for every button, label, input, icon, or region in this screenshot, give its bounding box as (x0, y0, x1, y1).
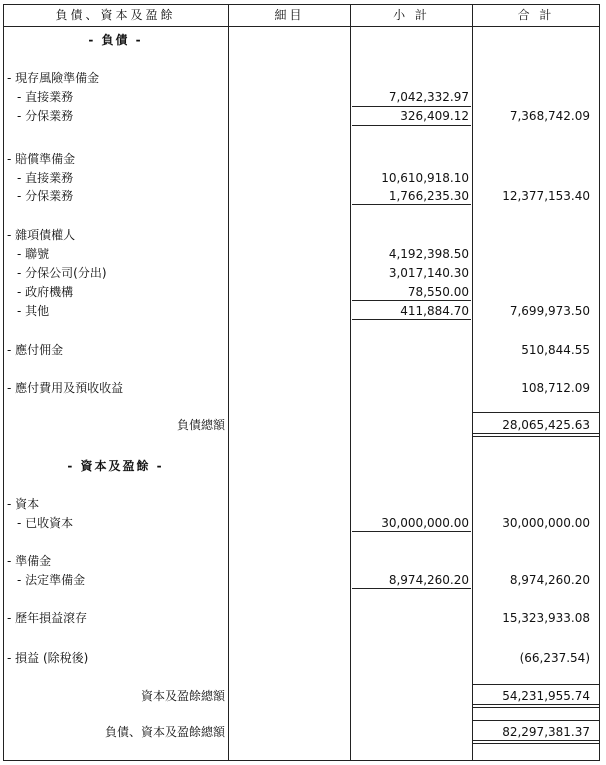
bottom-border (3, 760, 600, 761)
double-rule-grand-total-2 (473, 743, 599, 744)
grand-total: 82,297,381.37 (502, 725, 590, 739)
left-border (3, 4, 4, 761)
rule-above-total-liabilities (473, 412, 599, 413)
header-details: 細目 (274, 8, 305, 22)
label-total-equity: 資本及盈餘總額 (140, 689, 225, 703)
double-rule-total-liabilities-1 (473, 433, 599, 434)
underline-risk-ceded (352, 125, 471, 126)
header-total: 合 計 (517, 8, 555, 22)
subtotal-cred-associated: 4,192,398.50 (388, 247, 469, 261)
row-label-paid-up: - 已收資本 (17, 516, 74, 530)
row-label-cred-associated: - 聯號 (17, 247, 50, 261)
row-label-commission: - 應付佣金 (7, 343, 64, 357)
rule-above-total-equity (473, 684, 599, 685)
row-label-cred-government: - 政府機構 (17, 285, 74, 299)
total-equity: 54,231,955.74 (502, 689, 590, 703)
column-divider-subtotal (350, 4, 351, 761)
row-label-legal-reserve: - 法定準備金 (17, 573, 86, 587)
subtotal-claims-direct: 10,610,918.10 (381, 171, 469, 185)
subtotal-cred-reinsurers: 3,017,140.30 (388, 266, 469, 280)
double-rule-grand-total-1 (473, 740, 599, 741)
row-label-risk-ceded: - 分保業務 (17, 109, 74, 123)
subtotal-legal-reserve: 8,974,260.20 (388, 573, 469, 587)
subtotal-risk-ceded: 326,409.12 (400, 109, 469, 123)
subtotal-paid-up: 30,000,000.00 (381, 516, 469, 530)
total-accrued: 108,712.09 (521, 381, 590, 395)
right-border (599, 4, 600, 761)
double-rule-total-equity-1 (473, 704, 599, 705)
label-grand-total: 負債、資本及盈餘總額 (104, 725, 225, 739)
section-title-liabilities: - 負債 - (88, 33, 143, 47)
total-commission: 510,844.55 (521, 343, 590, 357)
subtotal-risk-direct: 7,042,332.97 (388, 90, 469, 104)
row-label-creditors: - 雜項債權人 (7, 228, 76, 242)
row-label-reserve: - 準備金 (7, 554, 52, 568)
row-label-risk-reserve: - 現存風險準備金 (7, 71, 100, 85)
row-label-accrued: - 應付費用及預收收益 (7, 381, 124, 395)
total-creditors: 7,699,973.50 (509, 304, 590, 318)
underline-claims-ceded (352, 204, 471, 205)
row-label-claims-ceded: - 分保業務 (17, 189, 74, 203)
row-label-claims-reserve: - 賠償準備金 (7, 152, 76, 166)
header-subtotal: 小 計 (393, 8, 430, 22)
double-rule-total-equity-2 (473, 707, 599, 708)
header-liabilities-capital: 負債、資本及盈餘 (55, 8, 176, 22)
double-rule-total-liabilities-2 (473, 436, 599, 437)
underline-paid-up (352, 531, 471, 532)
balance-sheet-table (3, 4, 602, 761)
total-liabilities: 28,065,425.63 (502, 418, 590, 432)
total-retained: 15,323,933.08 (502, 611, 590, 625)
label-total-liabilities: 負債總額 (176, 418, 225, 432)
underline-cred-others (352, 319, 471, 320)
total-claims-reserve: 12,377,153.40 (502, 189, 590, 203)
total-legal-reserve: 8,974,260.20 (509, 573, 590, 587)
underline-cred-government (352, 300, 471, 301)
total-risk-reserve: 7,368,742.09 (509, 109, 590, 123)
row-label-retained: - 歷年損益滾存 (7, 611, 88, 625)
underline-risk-direct (352, 106, 471, 107)
section-title-equity: - 資本及盈餘 - (67, 459, 164, 473)
row-label-cred-reinsurers: - 分保公司(分出) (17, 266, 107, 280)
row-label-capital: - 資本 (7, 497, 40, 511)
underline-legal-reserve (352, 588, 471, 589)
subtotal-cred-others: 411,884.70 (400, 304, 469, 318)
header-bottom-rule (3, 26, 600, 27)
row-label-cred-others: - 其他 (17, 304, 50, 318)
total-net-result: (66,237.54) (519, 651, 590, 665)
rule-above-grand-total (473, 720, 599, 721)
row-label-risk-direct: - 直接業務 (17, 90, 74, 104)
subtotal-cred-government: 78,550.00 (407, 285, 469, 299)
subtotal-claims-ceded: 1,766,235.30 (388, 189, 469, 203)
row-label-net-result: - 損益 (除稅後) (7, 651, 89, 665)
column-divider-details (228, 4, 229, 761)
row-label-claims-direct: - 直接業務 (17, 171, 74, 185)
total-paid-up: 30,000,000.00 (502, 516, 590, 530)
